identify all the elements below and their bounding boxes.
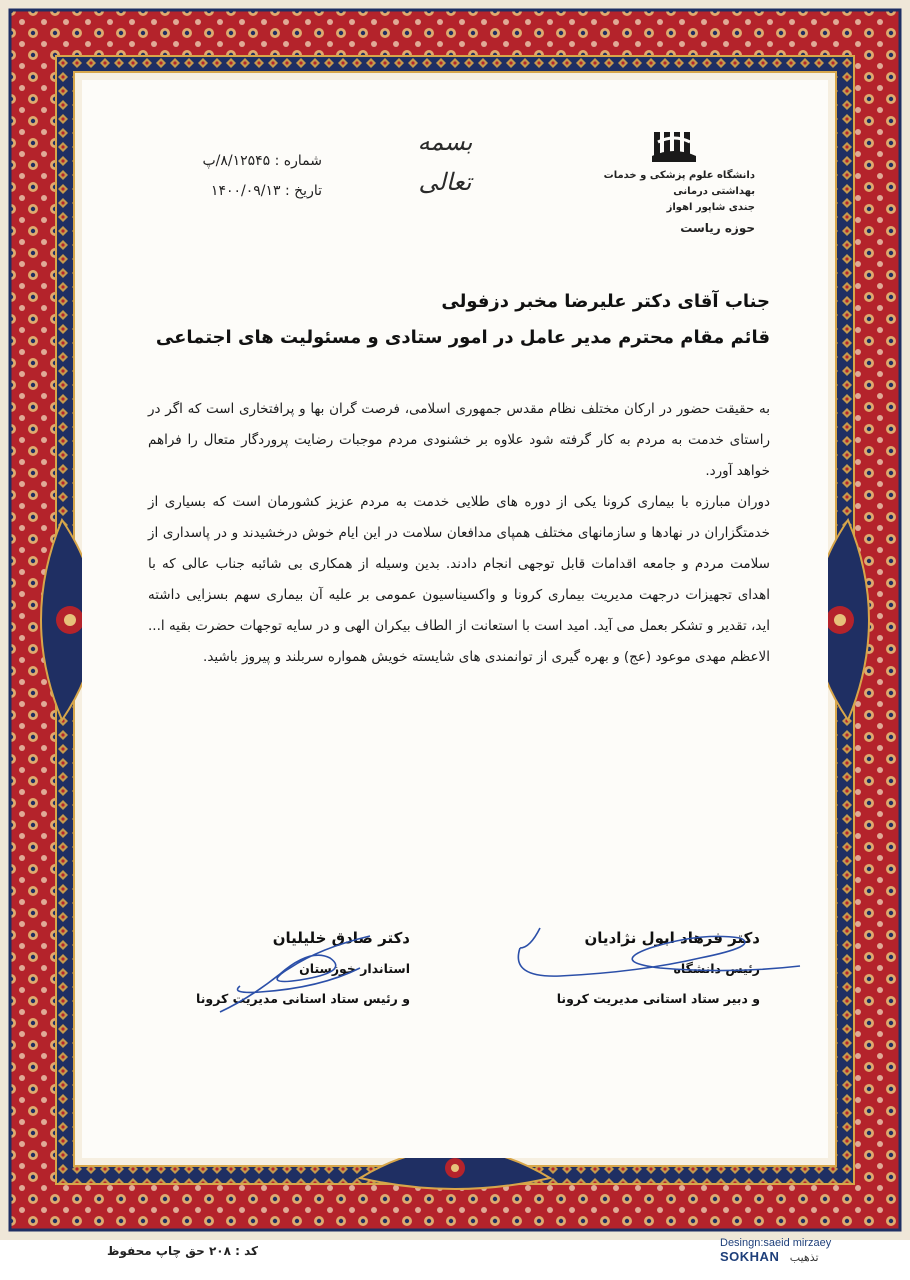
university-name-line2: جندی شاپور اهواز [666,202,755,213]
university-name-line1: دانشگاه علوم پزشکی و خدمات بهداشتی درمانی [603,170,755,197]
brand-label: تذهیب [789,1251,819,1264]
brand-logo: SOKHAN [720,1249,780,1264]
office-name: حوزه ریاست [680,221,755,235]
recipient-position: قائم مقام محترم مدیر عامل در امور ستادی و مسئولیت های اجتماعی [155,327,770,348]
reference-block [150,146,322,206]
design-credit [720,1236,880,1265]
signature-block-left [120,922,410,1014]
signer-left-role2: و رئیس ستاد استانی مدیریت کرونا [196,991,410,1006]
university-logo-icon [650,128,698,164]
signer-right-role1: رئیس دانشگاه [673,961,760,976]
signer-right-name: دکتر فرهاد ابول نژادیان [584,929,760,947]
letter-body [148,394,770,673]
basmala: بسمه تعالی [417,128,473,196]
body-paragraph-1: به حقیقت حضور در ارکان مختلف نظام مقدس جمهوری اسلامی، فرصت گران بها و پرافتخاری است که اگر در راستای خدمت به مردم به کار گرفته شود علاوه بر خشنودی مردم موجبات رضایت پروردگار متعال را فراهم خواهد آورد. [148,401,770,479]
signer-right-role2: و دبیر ستاد استانی مدیریت کرونا [556,991,760,1006]
designer-name: Desingn:saeid mirzaey [720,1237,832,1249]
signature-block-right [470,922,760,1014]
recipient-title [150,284,770,356]
signer-left-name: دکتر صادق خلیلیان [272,929,410,947]
body-paragraph-2: دوران مبارزه با بیماری کرونا یکی از دوره های طلایی خدمت به مردم عزیز کشورمان است که بسیاری از خدمتگزاران در نهادها و سازمانهای مختلف همپای مدافعان سلامت در این ایام خوش درخشیدند و در پاسداری از سلامت مردم و جامعه اقدامات قابل توجهی انجام دادند. بدین وسیله از همکاری بی شائبه جناب عالی که با اهدای تجهیزات درجهت مدیریت بیماری کرونا و واکسیناسیون عمومی بر علیه آن بیماری سهم بسزایی داشته اید، تقدیر و تشکر بعمل می آید. امید است با استعانت از الطاف بیکران الهی و در سایه توجهات حضرت بقیه ا... الاعظم مهدی موعود (عج) و بهره گیری از توانمندی های شایسته خویش همواره سربلند و پیروز باشید. [148,494,770,665]
letter-number: شماره : ۸/۱۲۵۴۵/پ [202,153,322,169]
university-name-block [575,168,755,236]
signer-left-role1: استاندار خوزستان [299,961,410,976]
recipient-name: جناب آقای دکتر علیرضا مخبر دزفولی [441,291,770,312]
copyright-code: کد : ۲۰۸ حق چاپ محفوظ [107,1244,258,1258]
letter-date: تاریخ : ۱۴۰۰/۰۹/۱۳ [210,183,322,199]
